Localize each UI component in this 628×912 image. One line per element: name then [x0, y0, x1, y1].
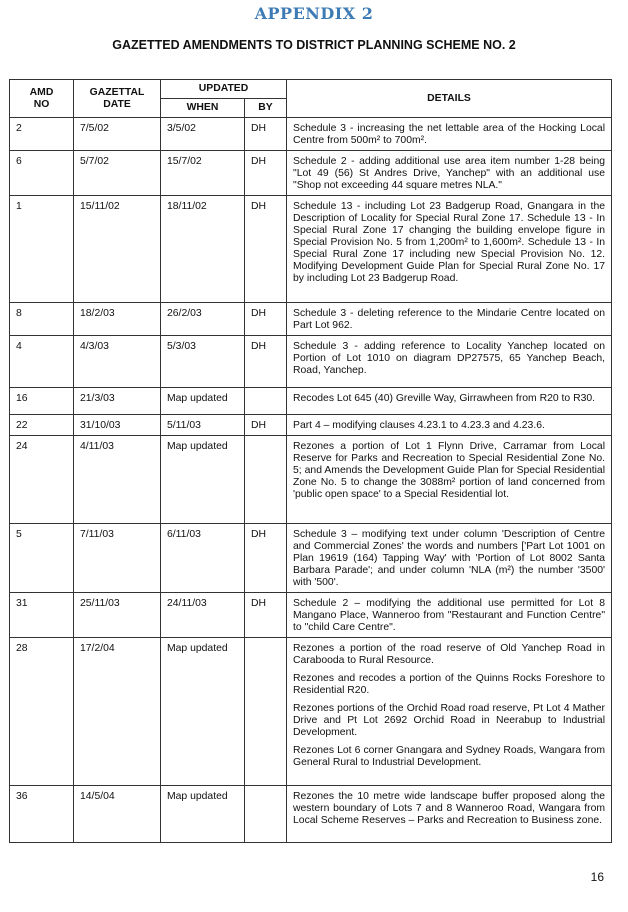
table-row — [10, 638, 612, 786]
updated-when-cell: 26/2/03 — [161, 303, 245, 336]
details-paragraph: Schedule 2 - adding additional use area item number 1-28 being "Lot 49 (56) St Andres Drive, Yanchep" with an additional use "Shop not exceeding 44 square metres NLA." — [293, 156, 606, 191]
updated-when-cell: 3/5/02 — [161, 118, 245, 151]
gazettal-date-cell: 5/7/02 — [74, 151, 161, 196]
details-cell — [287, 336, 612, 388]
table-row — [10, 436, 612, 524]
table-row — [10, 118, 612, 151]
amd-cell: 24 — [10, 436, 74, 524]
details-paragraph: Schedule 13 - including Lot 23 Badgerup Road, Gnangara in the Description of Locality for Special Rural Zone 17. Schedule 13 - In Special Rural Zone 17 changing the building envelope figure in Special Provision No. 5 from 1,200m² to 1,600m². Schedule 13 - In Special Rural Zone 17 including new Special Provision No. 12. Modifying Development Guide Plan for Special Rural Zone No. 17 by including Lot 23 Badgerup Road. — [293, 201, 606, 284]
table-row — [10, 151, 612, 196]
gazettal-date-cell: 31/10/03 — [74, 415, 161, 436]
details-cell — [287, 436, 612, 524]
updated-by-cell — [245, 388, 287, 415]
details-paragraph: Rezones Lot 6 corner Gnangara and Sydney Roads, Wangara from General Rural to Industrial Development. — [293, 745, 606, 768]
details-paragraph: Part 4 – modifying clauses 4.23.1 to 4.23.3 and 4.23.6. — [293, 420, 545, 431]
gazettal-date-cell: 4/3/03 — [74, 336, 161, 388]
details-cell — [287, 388, 612, 415]
details-paragraph: Rezones portions of the Orchid Road road reserve, Pt Lot 4 Mather Drive and Pt Lot 2692 Orchid Road in Neerabup to Industrial Development. — [293, 703, 606, 738]
updated-by-cell: DH — [245, 151, 287, 196]
amd-cell: 36 — [10, 786, 74, 843]
details-paragraph: Schedule 3 - deleting reference to the Mindarie Centre located on Part Lot 962. — [293, 308, 606, 331]
amd-cell: 28 — [10, 638, 74, 786]
updated-when-cell: Map updated — [161, 388, 245, 415]
amd-cell: 8 — [10, 303, 74, 336]
amd-cell: 5 — [10, 524, 74, 593]
details-cell — [287, 118, 612, 151]
amd-cell: 31 — [10, 593, 74, 638]
updated-when-cell: 5/11/03 — [161, 415, 245, 436]
gazettal-date-cell: 7/11/03 — [74, 524, 161, 593]
amd-cell: 22 — [10, 415, 74, 436]
updated-when-cell: 18/11/02 — [161, 196, 245, 303]
updated-by-cell: DH — [245, 593, 287, 638]
details-cell — [287, 524, 612, 593]
table-row — [10, 786, 612, 843]
col-header-when: WHEN — [161, 99, 245, 118]
updated-by-cell: DH — [245, 303, 287, 336]
updated-by-cell: DH — [245, 415, 287, 436]
table-row — [10, 524, 612, 593]
gazettal-date-cell: 18/2/03 — [74, 303, 161, 336]
updated-by-cell: DH — [245, 196, 287, 303]
gazettal-date-cell: 17/2/04 — [74, 638, 161, 786]
table-row — [10, 196, 612, 303]
amd-cell: 4 — [10, 336, 74, 388]
gazettal-date-cell: 15/11/02 — [74, 196, 161, 303]
updated-when-cell: Map updated — [161, 786, 245, 843]
amendments-table — [9, 79, 612, 843]
details-paragraph: Schedule 3 - increasing the net lettable area of the Hocking Local Centre from 500m² to 700m². — [293, 123, 606, 146]
updated-when-cell: Map updated — [161, 638, 245, 786]
col-header-details: DETAILS — [287, 80, 612, 118]
updated-by-cell: DH — [245, 336, 287, 388]
updated-by-cell — [245, 436, 287, 524]
amd-cell: 2 — [10, 118, 74, 151]
details-cell — [287, 593, 612, 638]
details-paragraph: Schedule 2 – modifying the additional use permitted for Lot 8 Mangano Place, Wanneroo from "Restaurant and Function Centre" to "child Care Centre". — [293, 598, 606, 633]
details-cell — [287, 415, 612, 436]
table-row — [10, 336, 612, 388]
updated-when-cell: Map updated — [161, 436, 245, 524]
details-cell — [287, 303, 612, 336]
updated-by-cell: DH — [245, 524, 287, 593]
details-cell — [287, 196, 612, 303]
details-paragraph: Rezones a portion of the road reserve of Old Yanchep Road in Carabooda to Rural Resource. — [293, 643, 606, 666]
updated-by-cell — [245, 786, 287, 843]
amd-cell: 16 — [10, 388, 74, 415]
page-heading: GAZETTED AMENDMENTS TO DISTRICT PLANNING SCHEME NO. 2 — [112, 38, 516, 52]
amd-cell: 6 — [10, 151, 74, 196]
table-row — [10, 303, 612, 336]
appendix-title: APPENDIX 2 — [254, 4, 374, 23]
details-paragraph: Rezones a portion of Lot 1 Flynn Drive, Carramar from Local Reserve for Parks and Recreation to Special Residential Zone No. 5; and Amends the Development Guide Plan for Special Residential Zone No. 5 to change the 3088m² portion of land concerned from 'public open space' to a Special Residential lot. — [293, 441, 606, 500]
details-cell — [287, 151, 612, 196]
gazettal-date-cell: 4/11/03 — [74, 436, 161, 524]
table-row — [10, 415, 612, 436]
amd-cell: 1 — [10, 196, 74, 303]
gazettal-date-cell: 7/5/02 — [74, 118, 161, 151]
details-cell — [287, 638, 612, 786]
details-paragraph: Recodes Lot 645 (40) Greville Way, Girrawheen from R20 to R30. — [293, 393, 596, 404]
gazettal-date-cell: 14/5/04 — [74, 786, 161, 843]
details-paragraph: Schedule 3 - adding reference to Locality Yanchep located on Portion of Lot 1010 on diagram DP27575, 65 Yanchep Beach, Road, Yanchep. — [293, 341, 606, 376]
page-number: 16 — [590, 870, 604, 884]
col-header-amd: AMD NO — [10, 80, 74, 118]
col-header-updated: UPDATED — [161, 80, 287, 99]
col-header-by: BY — [245, 99, 287, 118]
details-paragraph: Rezones the 10 metre wide landscape buffer proposed along the western boundary of Lots 7 and 8 Wanneroo Road, Wangara from Local Scheme Reserves – Parks and Recreation to Business zone. — [293, 791, 606, 826]
table-row — [10, 388, 612, 415]
col-header-gazettal: GAZETTAL DATE — [74, 80, 161, 118]
updated-when-cell: 15/7/02 — [161, 151, 245, 196]
details-cell — [287, 786, 612, 843]
gazettal-date-cell: 21/3/03 — [74, 388, 161, 415]
updated-by-cell — [245, 638, 287, 786]
gazettal-date-cell: 25/11/03 — [74, 593, 161, 638]
details-paragraph: Schedule 3 – modifying text under column 'Description of Centre and Commercial Zones' the words and numbers ['Part Lot 1001 on Plan 19619 (164) Tapping Way' with 'Portion of Lot 8002 Santa Barbara Parade'; and under column 'NLA (m²) the number '3500' with '500'. — [293, 529, 606, 588]
updated-by-cell: DH — [245, 118, 287, 151]
updated-when-cell: 6/11/03 — [161, 524, 245, 593]
updated-when-cell: 24/11/03 — [161, 593, 245, 638]
updated-when-cell: 5/3/03 — [161, 336, 245, 388]
details-paragraph: Rezones and recodes a portion of the Quinns Rocks Foreshore to Residential R20. — [293, 673, 606, 696]
table-row — [10, 593, 612, 638]
